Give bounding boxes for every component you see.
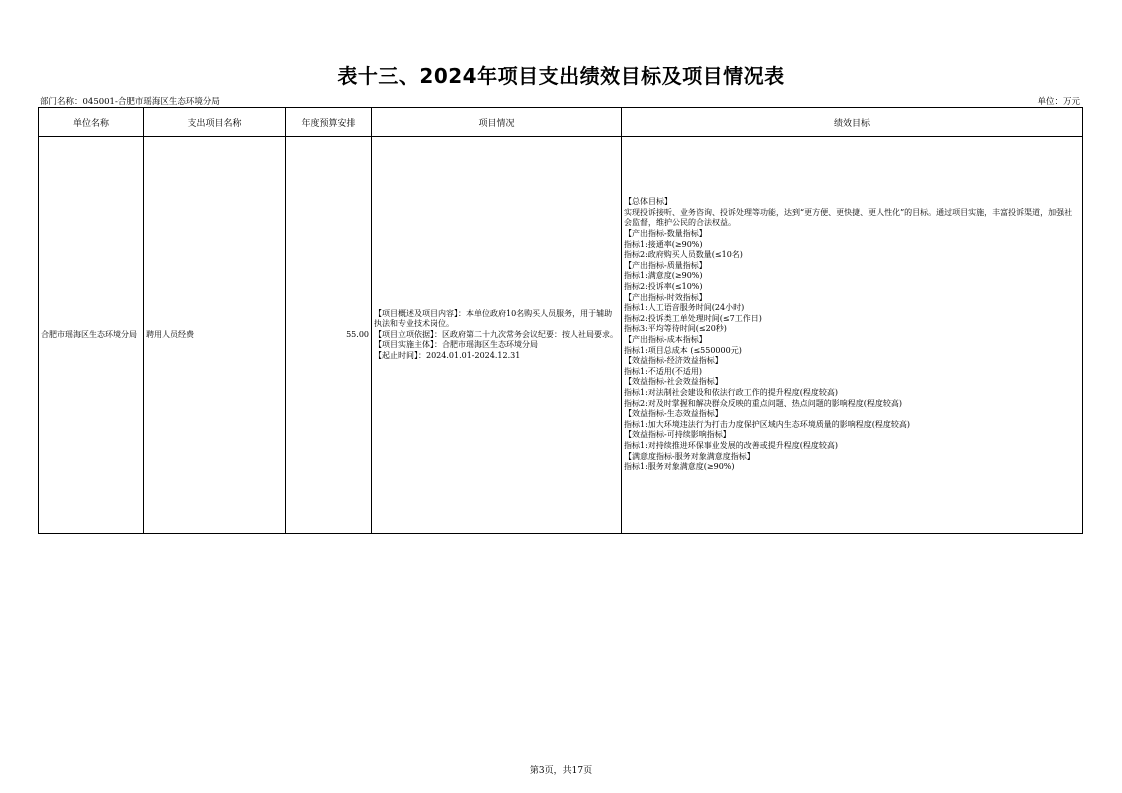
column-header-performance-goals: 绩效目标 (622, 108, 1083, 137)
goal-line: 指标1:人工语音服务时间(24小时) (624, 303, 745, 313)
goal-line: 【效益指标-社会效益指标】 (624, 377, 723, 387)
goal-line: 【效益指标-可持续影响指标】 (624, 430, 731, 440)
page-title: 表十三、2024年项目支出绩效目标及项目情况表 (337, 64, 785, 88)
goal-line: 指标1:对法制社会建设和依法行政工作的提升程度(程度较高) (624, 387, 839, 397)
unit-label: 单位：万元 (1037, 97, 1080, 107)
goal-line: 【效益指标-经济效益指标】 (624, 356, 723, 366)
goal-line: 实现投诉接听、业务咨询、投诉处理等功能，达到“更方便、更快捷、更人性化”的目标。通过项目实施，丰富投诉渠道，加强社会监督，维护公民的合法权益。 (624, 207, 1073, 228)
goal-line: 【产出指标-数量指标】 (624, 229, 707, 239)
goal-line: 指标1:对持续推进环保事业发展的改善或提升程度(程度较高) (624, 440, 839, 450)
table-row (39, 137, 1083, 534)
goal-line: 【满意度指标-服务对象满意度指标】 (624, 451, 755, 461)
column-header-project-name: 支出项目名称 (144, 108, 286, 137)
cell-project-name: 聘用人员经费 (144, 137, 286, 534)
performance-table (38, 107, 1083, 534)
goal-line: 指标2:政府购买人员数量(≤10名) (624, 250, 743, 260)
goal-line: 【产出指标-成本指标】 (624, 335, 707, 344)
goal-line: 指标2:投诉率(≤10%) (624, 282, 703, 292)
cell-project-info (372, 137, 622, 534)
goal-line: 指标2:对及时掌握和解决群众反映的重点问题、热点问题的影响程度(程度较高) (624, 398, 903, 408)
goal-line: 指标1:加大环境违法行为打击力度保护区域内生态环境质量的影响程度(程度较高) (624, 419, 911, 429)
project-info-line: 【项目概述及项目内容】：本单位政府10名购买人员服务，用于辅助执法和专业技术岗位。 (374, 308, 613, 329)
cell-unit-name: 合肥市瑶海区生态环境分局 (39, 137, 144, 534)
goal-line: 指标1:接通率(≥90%) (624, 239, 703, 249)
goal-line: 指标1:服务对象满意度(≥90%) (624, 462, 735, 472)
column-header-project-info: 项目情况 (372, 108, 622, 137)
goal-line: 指标2:投诉类工单处理时间(≤7工作日) (624, 313, 762, 323)
goal-line: 指标1:满意度(≥90%) (624, 271, 703, 281)
goal-line: 指标1:项目总成本 (≤550000元) (624, 345, 742, 355)
project-info-line: 【项目实施主体】：合肥市瑶海区生态环境分局 (374, 340, 538, 350)
goal-line: 【产出指标-时效指标】 (624, 292, 707, 302)
goal-line: 指标1:不适用(不适用) (624, 366, 703, 376)
cell-annual-budget: 55.00 (286, 137, 372, 534)
goal-line: 【总体目标】 (624, 197, 672, 207)
header-row (39, 108, 1083, 137)
column-header-annual-budget: 年度预算安排 (286, 108, 372, 137)
project-info-line: 【起止时间】：2024.01.01-2024.12.31 (374, 350, 521, 360)
project-info-line: 【项目立项依据】：区政府第二十九次常务会议纪要：按人社局要求。 (374, 329, 618, 339)
goal-line: 【产出指标-质量指标】 (624, 260, 707, 270)
cell-performance-goals (622, 137, 1083, 534)
column-header-unit-name: 单位名称 (39, 108, 144, 137)
goal-line: 【效益指标-生态效益指标】 (624, 409, 723, 419)
page-footer: 第3页，共17页 (529, 766, 593, 776)
department-label: 部门名称：045001-合肥市瑶海区生态环境分局 (40, 97, 220, 107)
goal-line: 指标3:平均等待时间(≤20秒) (624, 324, 727, 334)
